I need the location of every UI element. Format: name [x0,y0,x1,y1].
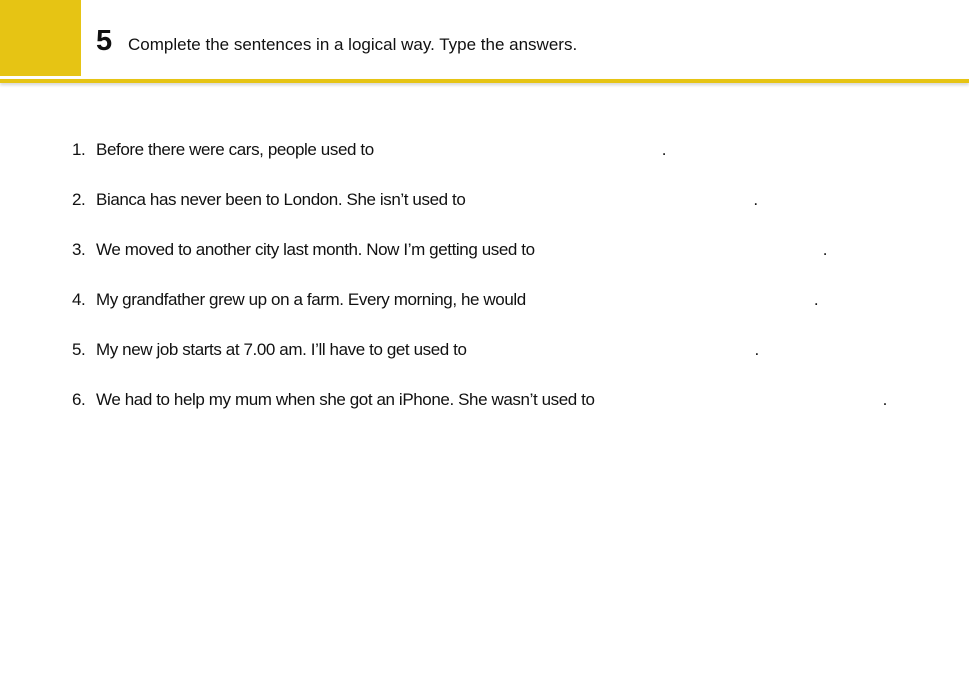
answer-input-1[interactable] [378,137,662,161]
item-number: 3. [72,240,86,259]
sentence-stem: Bianca has never been to London. She isn’t used to [96,190,466,209]
sentence-item-6 [72,387,952,437]
item-number: 1. [72,140,86,159]
sentence-stem: My grandfather grew up on a farm. Every morning, he would [96,290,526,309]
sentence-item-5 [72,337,952,387]
answer-input-3[interactable] [539,237,823,261]
sentence-stem: We had to help my mum when she got an iPhone. She wasn’t used to [96,390,595,409]
sentence-period: . [754,340,759,359]
item-number: 6. [72,390,86,409]
sentence-stem: We moved to another city last month. Now I’m getting used to [96,240,535,259]
header-accent-block [0,0,81,76]
item-number: 5. [72,340,86,359]
exercise-number: 5 [96,25,113,57]
sentence-list [72,137,952,437]
sentence-period: . [822,240,828,259]
sentence-item-2 [72,187,952,237]
sentence-period: . [882,390,887,409]
sentence-item-4 [72,287,952,337]
header-divider [0,79,969,83]
sentence-stem: My new job starts at 7.00 am. I’ll have to get used to [96,340,467,359]
sentence-item-1 [72,137,952,187]
answer-input-5[interactable] [471,337,755,361]
sentence-period: . [813,290,819,309]
answer-input-6[interactable] [599,387,883,411]
item-number: 2. [72,190,86,209]
sentence-stem: Before there were cars, people used to [96,140,374,159]
sentence-period: . [753,190,758,209]
item-number: 4. [72,290,86,309]
exercise-instruction: Complete the sentences in a logical way. Type the answers. [128,35,578,54]
answer-input-2[interactable] [469,187,753,211]
sentence-item-3 [72,237,952,287]
answer-input-4[interactable] [530,287,814,311]
exercise-header [0,0,969,82]
sentence-period: . [661,140,667,159]
